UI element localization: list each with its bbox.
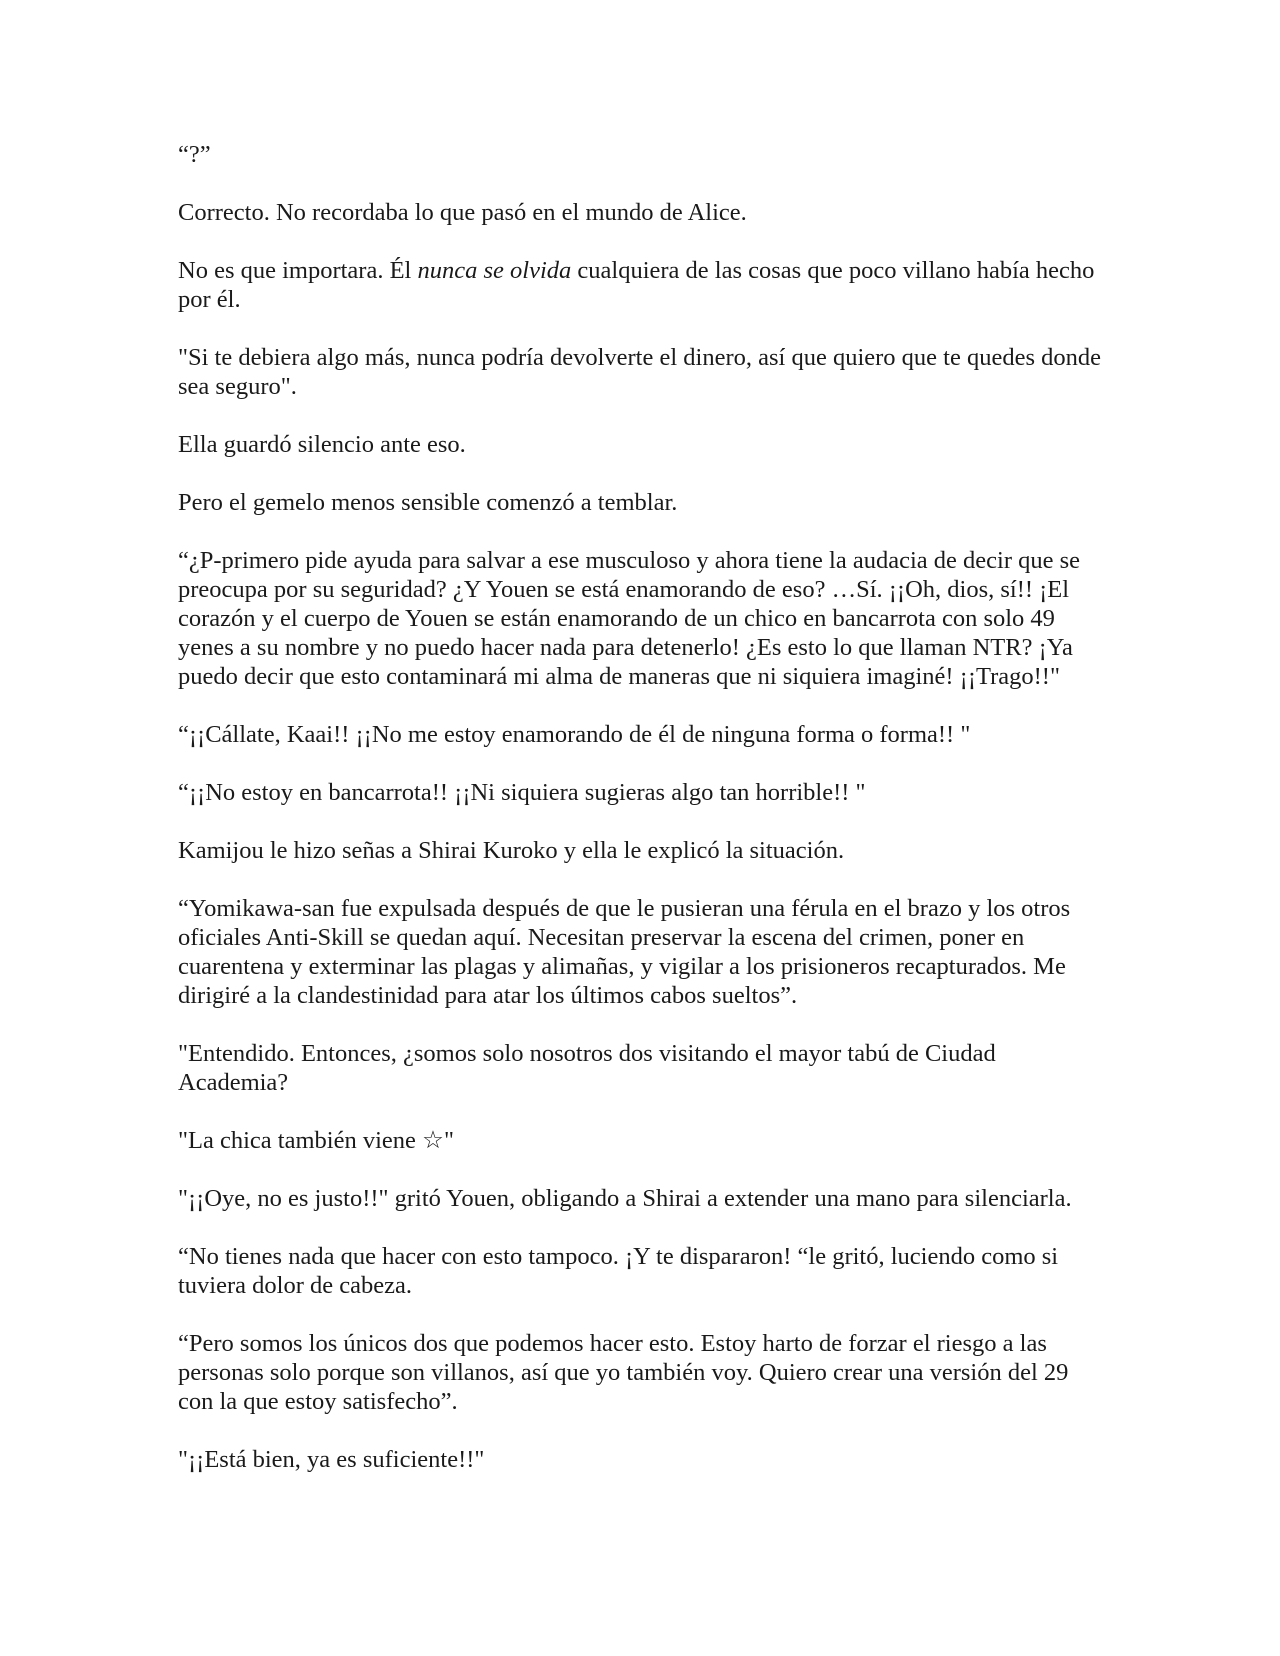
italic-text: nunca se olvida — [417, 257, 572, 284]
paragraph-text: No es que importara. Él — [178, 257, 418, 284]
paragraph: “¡¡No estoy en bancarrota!! ¡¡Ni siquiera sugieras algo tan horrible!! " — [178, 779, 866, 806]
paragraph: “¡¡Cállate, Kaai!! ¡¡No me estoy enamorando de él de ninguna forma o forma!! " — [178, 721, 971, 748]
paragraph: "Entendido. Entonces, ¿somos solo nosotros dos visitando el mayor tabú de Ciudad Academia? — [178, 1040, 996, 1096]
paragraph-text: cualquiera de las cosas que poco villano había hecho por él. — [178, 257, 1095, 313]
paragraph: "Si te debiera algo más, nunca podría devolverte el dinero, así que quiero que te quedes donde sea seguro". — [178, 344, 1101, 400]
paragraph: Ella guardó silencio ante eso. — [178, 431, 466, 458]
paragraph — [178, 256, 1108, 314]
paragraph: "La chica también viene ☆" — [178, 1127, 454, 1154]
paragraph: “¿P-primero pide ayuda para salvar a ese musculoso y ahora tiene la audacia de decir que se preocupa por su seguridad? ¿Y Youen se está enamorando de eso? …Sí. ¡¡Oh, dios, sí!! ¡El corazón y el cuerpo de Youen se están enamorando de un chico en bancarrota con solo 49 yenes a su nombre y no puedo hacer nada para detenerlo! ¿Es esto lo que llaman NTR? ¡Ya puedo decir que esto contaminará mi alma de maneras que ni siquiera imaginé! ¡¡Trago!!" — [178, 547, 1081, 690]
document-page — [178, 140, 1108, 1503]
paragraph: “Pero somos los únicos dos que podemos hacer esto. Estoy harto de forzar el riesgo a las personas solo porque son villanos, así que yo también voy. Quiero crear una versión del 29 con la que estoy satisfecho”. — [178, 1330, 1069, 1415]
paragraph: Correcto. No recordaba lo que pasó en el mundo de Alice. — [178, 199, 747, 226]
paragraph: “?” — [178, 141, 211, 168]
paragraph: "¡¡Oye, no es justo!!" gritó Youen, obligando a Shirai a extender una mano para silenciarla. — [178, 1185, 1072, 1212]
paragraph: “Yomikawa-san fue expulsada después de que le pusieran una férula en el brazo y los otros oficiales Anti-Skill se quedan aquí. Necesitan preservar la escena del crimen, poner en cuarentena y exterminar las plagas y alimañas, y vigilar a los prisioneros recapturados. Me dirigiré a la clandestinidad para atar los últimos cabos sueltos”. — [178, 895, 1071, 1009]
paragraph: “No tienes nada que hacer con esto tampoco. ¡Y te dispararon! “le gritó, luciendo como si tuviera dolor de cabeza. — [178, 1243, 1059, 1299]
paragraph: "¡¡Está bien, ya es suficiente!!" — [178, 1446, 485, 1473]
paragraph: Kamijou le hizo señas a Shirai Kuroko y ella le explicó la situación. — [178, 837, 845, 864]
paragraph: Pero el gemelo menos sensible comenzó a temblar. — [178, 489, 678, 516]
